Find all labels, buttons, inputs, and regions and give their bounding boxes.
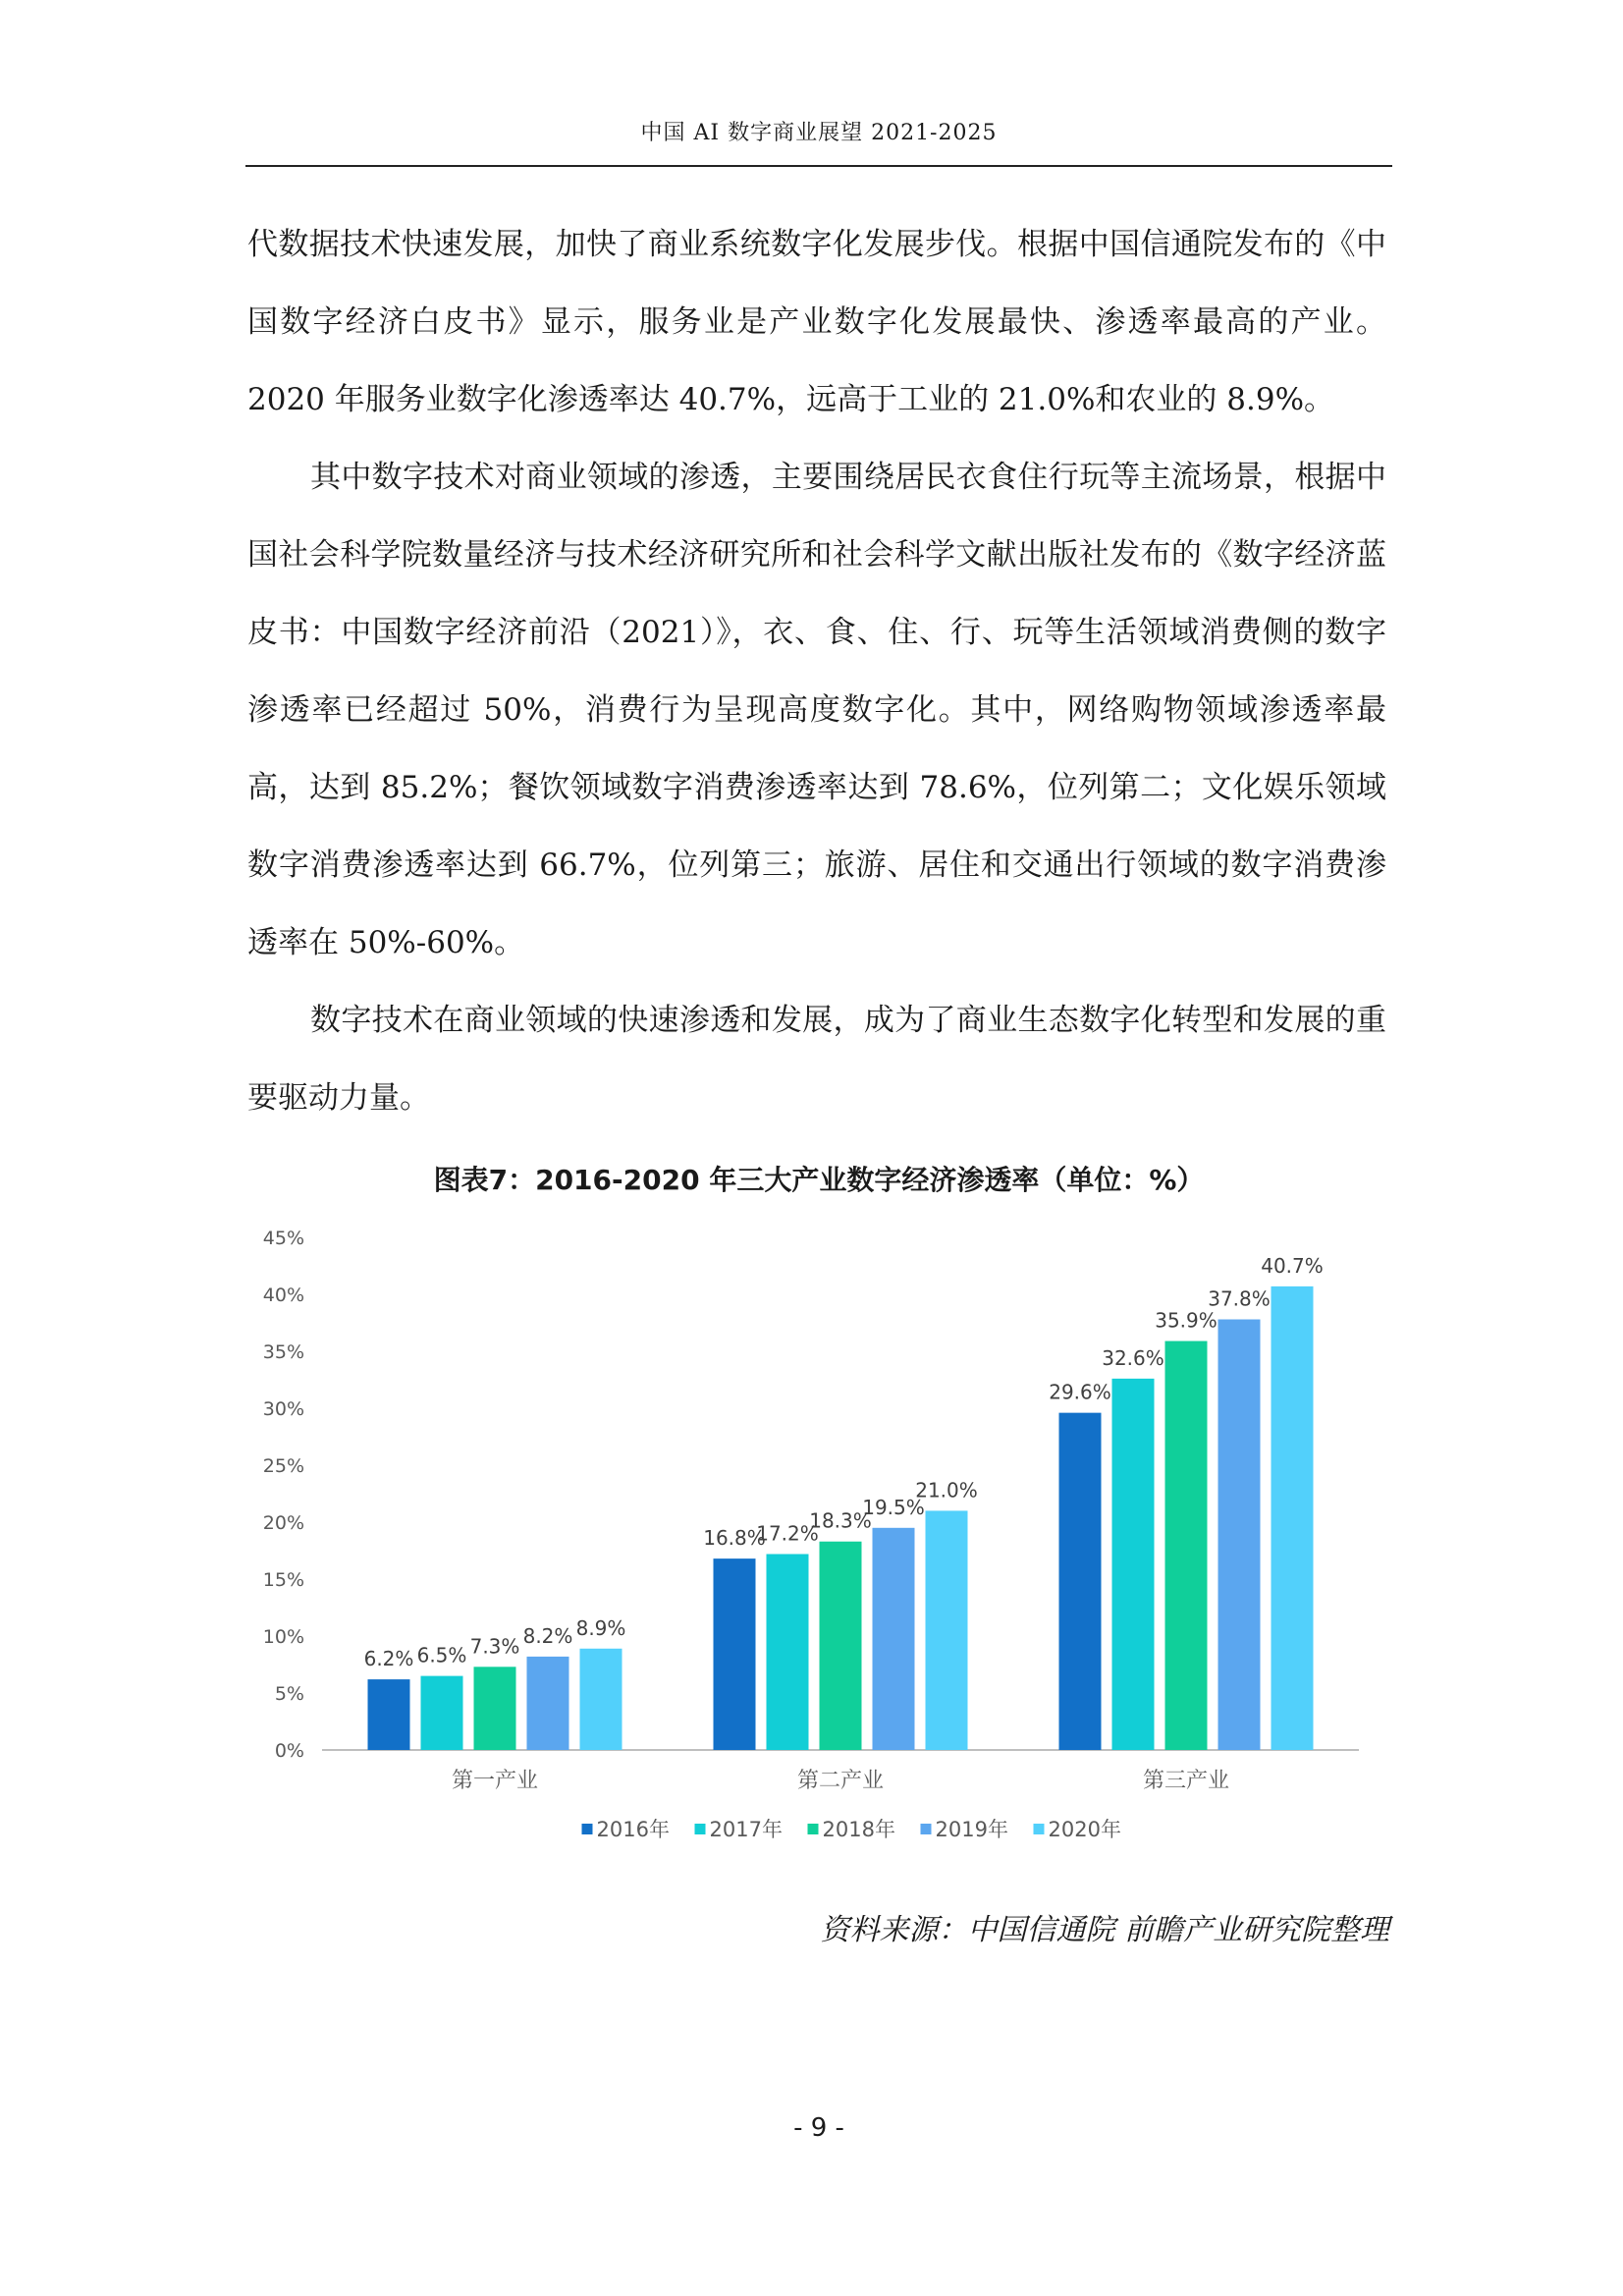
y-tick-label: 0% [274,1740,304,1762]
bar [368,1679,410,1750]
data-label: 7.3% [469,1634,520,1659]
legend-swatch [808,1824,819,1834]
y-tick-label: 25% [262,1455,304,1477]
legend-swatch [1034,1824,1045,1834]
paragraph-3: 数字技术在商业领域的快速渗透和发展，成为了商业生态数字化转型和发展的重要驱动力量。 [247,1003,1386,1116]
legend-swatch [921,1824,932,1834]
bar [1271,1286,1314,1750]
data-label: 35.9% [1155,1308,1217,1333]
y-tick-label: 15% [262,1569,304,1591]
bar [767,1554,809,1750]
x-tick-label: 第二产业 [796,1769,885,1793]
page-number: - 9 - [793,2113,844,2143]
bar [820,1542,862,1750]
legend-label: 2016年 [596,1818,670,1841]
bar [527,1657,569,1750]
x-tick-label: 第三产业 [1142,1769,1230,1793]
legend-label: 2017年 [709,1818,783,1841]
bar [1218,1320,1261,1750]
data-label: 19.5% [862,1495,925,1519]
figure-title: 图表7：2016-2020 年三大产业数字经济渗透率（单位：%） [433,1164,1205,1196]
bar [1112,1379,1155,1750]
data-label: 40.7% [1261,1253,1324,1278]
data-label: 8.9% [575,1615,626,1640]
data-label: 16.8% [703,1526,766,1551]
data-label: 37.8% [1208,1286,1271,1311]
legend-label: 2020年 [1048,1818,1121,1841]
y-tick-label: 40% [262,1285,304,1306]
paragraph-1: 代数据技术快速发展，加快了商业系统数字化发展步伐。根据中国信通院发布的《中国数字经济白皮书》显示，服务业是产业数字化发展最快、渗透率最高的产业。2020 年服务业数字化渗透率达 40.7%，远高于工业的 21.0%和农业的 8.9%。 [247,227,1386,417]
y-tick-label: 35% [262,1341,304,1363]
y-tick-label: 30% [262,1398,304,1420]
legend-label: 2019年 [935,1818,1008,1841]
y-tick-label: 10% [262,1626,304,1648]
bar [474,1667,516,1750]
bar [580,1649,622,1750]
legend-label: 2018年 [822,1818,895,1841]
bar [421,1676,463,1750]
bar [714,1558,756,1750]
data-label: 6.5% [416,1643,467,1667]
data-label: 17.2% [756,1521,819,1546]
y-tick-label: 5% [274,1683,304,1705]
paragraph-2: 其中数字技术对商业领域的渗透，主要围绕居民衣食住行玩等主流场景，根据中国社会科学院数量经济与技术经济研究所和社会科学文献出版社发布的《数字经济蓝皮书：中国数字经济前沿（2021）》，衣、食、住、行、玩等生活领域消费侧的数字渗透率已经超过 50%，消费行为呈现高度数字化。其中，网络购物领域渗透率最高，达到 85.2%；餐饮领域数字消费渗透率达到 78.6%，位列第二；文化娱乐领域数字消费渗透率达到 66.7%，位列第三；旅游、居住和交通出行领域的数字消费渗透率在 50%-60%。 [247,460,1386,960]
data-label: 32.6% [1102,1345,1164,1370]
y-tick-label: 20% [262,1512,304,1534]
y-tick-label: 45% [262,1228,304,1249]
bar [873,1528,915,1750]
bar [1059,1413,1102,1750]
x-tick-label: 第一产业 [451,1769,539,1793]
legend-swatch [582,1824,593,1834]
running-header: 中国 AI 数字商业展望 2021-2025 [640,121,998,145]
bar [1165,1341,1208,1750]
data-label: 18.3% [809,1508,872,1533]
bar [926,1510,968,1750]
body-text [247,206,1386,1137]
data-label: 8.2% [522,1623,573,1648]
data-label: 6.2% [363,1647,414,1671]
source-note: 资料来源：中国信通院 前瞻产业研究院整理 [820,1913,1389,1947]
data-label: 21.0% [915,1478,978,1503]
header-rule [245,165,1392,167]
bar-chart [245,1208,1392,1876]
data-label: 29.6% [1049,1380,1111,1404]
legend-swatch [695,1824,706,1834]
